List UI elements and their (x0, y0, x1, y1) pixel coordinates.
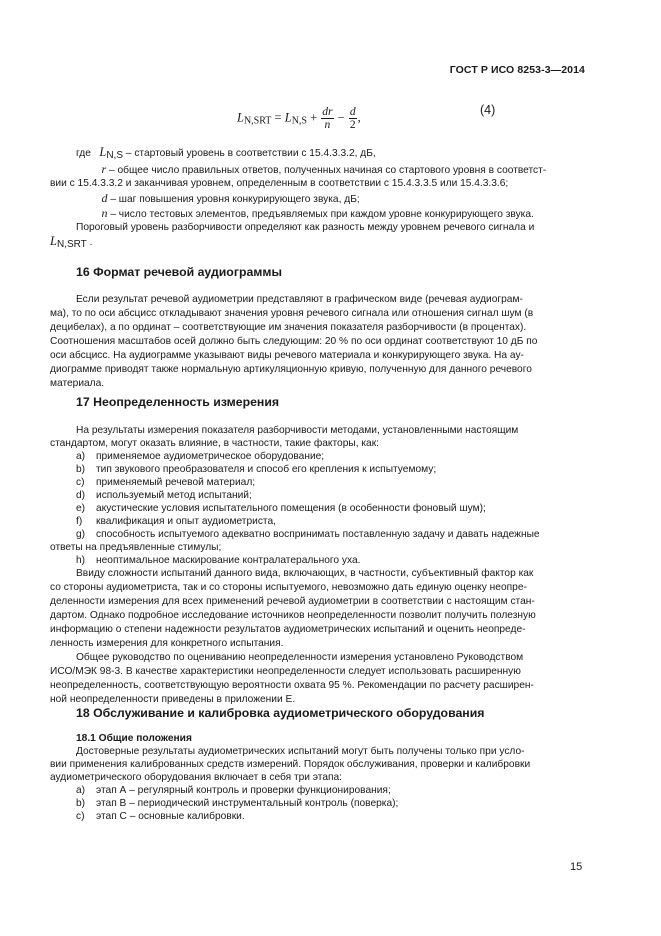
page-number: 15 (570, 861, 583, 873)
list-item (76, 476, 255, 489)
threshold-symbol (50, 235, 92, 251)
where-d-text: – шаг повышения уровня конкурирующего звука, дБ; (107, 194, 360, 205)
s17-para3-line: ной неопределенности приведены в приложении Е. (50, 694, 296, 705)
where-line-n (76, 207, 534, 221)
formula-4 (237, 96, 397, 132)
list-marker: c) (76, 477, 85, 488)
s16-line: материала. (50, 378, 105, 389)
list-text: этап С – основные калибровки. (96, 811, 245, 822)
threshold-dot: . (86, 237, 93, 248)
where-lns-text: – стартовый уровень в соответствии с 15.4.3.3.2, дБ, (123, 148, 376, 159)
list-marker: g) (76, 529, 86, 540)
symbol-r: r (101, 162, 107, 176)
list-text: этап В – периодический инструментальный контроль (поверка); (96, 798, 399, 809)
fraction-dr-n (321, 106, 333, 131)
s17-para2-line: со стороны аудиометриста, так и со стороны испытуемого, невозможно дать единую оценку неопре- (50, 582, 527, 593)
list-item (76, 797, 398, 810)
list-text: применяемое аудиометрическое оборудование; (96, 451, 325, 462)
formula-lhs-sub: N,SRT (243, 115, 272, 127)
s16-line: оси абсцисс. На аудиограмме указывают виды речевого материала и конкурирующего звука. На ау- (50, 350, 524, 361)
formula-eq: = (271, 110, 285, 125)
list-item (76, 450, 324, 463)
fraction-denominator: 2 (349, 119, 356, 131)
list-item (76, 515, 276, 528)
list-item (76, 502, 486, 515)
s17-para2-line: ленность измерения для конкретного испытания. (50, 638, 284, 649)
list-text: применяемый речевой материал; (96, 477, 256, 488)
s18-line: аудиометрического оборудования включает в себя три этапа: (50, 772, 343, 783)
fraction-d-2 (349, 106, 357, 131)
section-18-title: 18 Обслуживание и калибровка аудиометрического оборудования (76, 706, 485, 720)
section-17-title: 17 Неопределенность измерения (76, 395, 280, 409)
where-n-text: – число тестовых элементов, предъявляемых при каждом уровне конкурирующего звука. (107, 209, 534, 220)
symbol-l: L (99, 145, 107, 159)
symbol-l: L (50, 234, 57, 248)
subsection-18-1-title: 18.1 Общие положения (76, 733, 192, 744)
s17-para3-line: Общее руководство по оцениванию неопределенности измерения установлено Руководством (76, 652, 524, 663)
standard-header: ГОСТ Р ИСО 8253-3—2014 (449, 64, 585, 76)
s16-line: ма), то по оси абсцисс откладывают значения уровня речевого сигнала или отношения сигнал шум (в (50, 308, 534, 319)
where-line-d (76, 192, 360, 206)
symbol-l-sub: N,SRT (56, 239, 87, 250)
list-marker: c) (76, 811, 85, 822)
list-item (76, 489, 252, 502)
formula-minus: − (334, 110, 348, 125)
s17-para2-line: дартом. Однако подробное исследование источников неопределенности позволит получить полезную (50, 610, 536, 621)
fraction-denominator: n (324, 119, 331, 131)
list-text: способность испытуемого адекватно воспринимать поставленную задачу и давать надежные (96, 529, 540, 540)
list-marker: h) (76, 555, 86, 566)
s16-line: Если результат речевой аудиометрии представляют в графическом виде (речевая аудиограм- (76, 294, 523, 305)
list-text: акустические условия испытательного помещения (в особенности фоновый шум); (96, 503, 486, 514)
symbol-l-sub: N,S (106, 150, 123, 161)
where-line-r-cont: вии с 15.4.3.3.2 и заканчивая уровнем, определенным в соответствии с 15.4.3.3.5 или 15.4.3.3.6; (50, 178, 509, 189)
s17-para2-line: информацию о степени надежности результатов аудиометрических испытаний и оценить неопреде- (50, 624, 526, 635)
s17-line: стандартом, могут оказать влияние, в частности, такие факторы, как: (50, 438, 379, 449)
s16-line: децибелах), а по ординат – соответствующие им значения показателя разборчивости (в процентах). (50, 322, 527, 333)
fraction-numerator: dr (322, 106, 333, 118)
s17-para2-line: деленности измерения для всех применений речевой аудиометрии в соответствии с настоящим стан- (50, 596, 535, 607)
list-item (76, 784, 391, 797)
list-text: неоптимальное маскирование контралатерального уха. (96, 555, 361, 566)
list-item (76, 463, 436, 476)
section-16-title: 16 Формат речевой аудиограммы (76, 265, 282, 279)
formula-plus: + (306, 110, 321, 125)
formula-comma: , (357, 110, 361, 125)
list-item (76, 528, 540, 541)
list-item (76, 554, 360, 567)
symbol-n: n (101, 206, 108, 220)
list-marker: d) (76, 490, 86, 501)
list-text: квалификация и опыт аудиометриста, (96, 516, 276, 527)
list-marker: b) (76, 464, 86, 475)
formula-lhs: L (237, 110, 244, 125)
list-item-continuation: ответы на предъявленные стимулы; (50, 542, 222, 553)
where-lead: где (76, 148, 91, 159)
threshold-text: Пороговый уровень разборчивости определяют как разность между уровнем речевого сигнала и (76, 222, 535, 233)
fraction-numerator: d (349, 106, 356, 118)
list-marker: a) (76, 451, 86, 462)
s17-para2-line: Ввиду сложности испытаний данного вида, включающих, в частности, субъективный фактор как (76, 568, 534, 579)
s17-line: На результаты измерения показателя разборчивости методами, установленными настоящим (76, 425, 519, 436)
s18-line: вии применения калиброванных средств измерений. Порядок обслуживания, проверки и калибровки (50, 759, 531, 770)
s16-line: диограмме приводят также нормальную артикуляционную кривую, полученную для данного речевого (50, 364, 532, 375)
where-r-text: – общее число правильных ответов, полученных начиная со стартового уровня в соответст- (106, 165, 547, 176)
list-marker: a) (76, 785, 86, 796)
where-line-r (76, 163, 546, 177)
symbol-d: d (101, 191, 108, 205)
list-marker: b) (76, 798, 86, 809)
equation-number: (4) (480, 103, 496, 117)
list-text: этап А – регулярный контроль и проверки функционирования; (96, 785, 391, 796)
s17-para3-line: ИСО/МЭК 98-3. В качестве характеристики неопределенности следует использовать расширенную (50, 666, 521, 677)
formula-term1: L (284, 110, 292, 125)
list-marker: f) (76, 516, 83, 527)
s16-line: Соотношения масштабов осей должно быть следующим: 20 % по оси ординат соответствуют 10 дБ по (50, 336, 538, 347)
list-marker: e) (76, 503, 86, 514)
list-text: тип звукового преобразователя и способ его крепления к испытуемому; (96, 464, 437, 475)
where-line-lns (76, 146, 376, 162)
formula-term1-sub: N,S (291, 115, 307, 127)
list-item (76, 810, 245, 823)
s18-line: Достоверные результаты аудиометрических испытаний могут быть получены только при усло- (76, 746, 525, 757)
s17-para3-line: неопределенность, соответствующую вероятности охвата 95 %. Рекомендации по расчету расширен- (50, 680, 534, 691)
list-text: используемый метод испытаний; (96, 490, 252, 501)
